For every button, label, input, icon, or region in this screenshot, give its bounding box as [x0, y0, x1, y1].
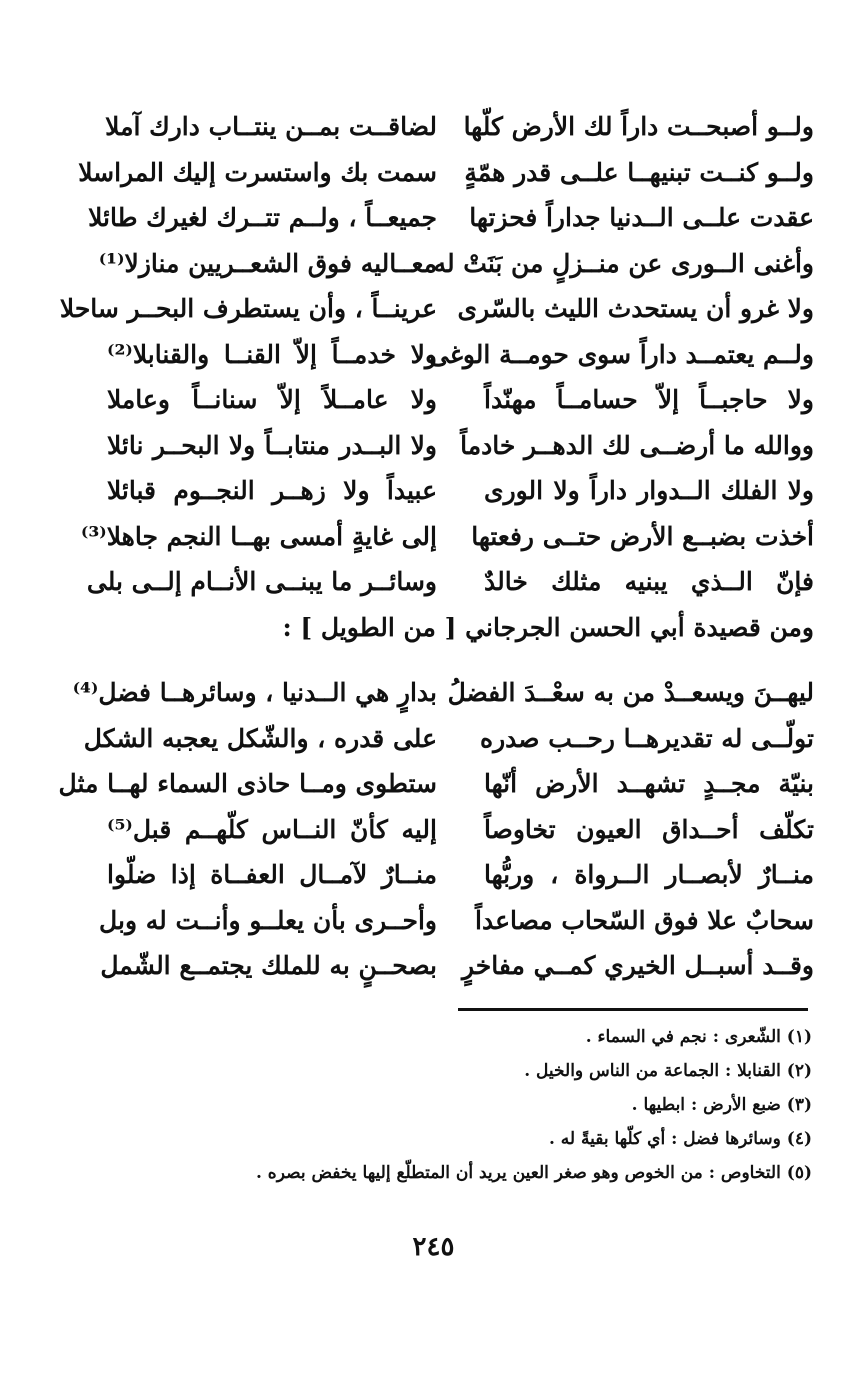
page-number: ٢٤٥: [412, 1232, 455, 1262]
verse-hemistich: عرينــاً ، وأن يستطرف البحــر ساحلا: [59, 294, 437, 323]
verse-hemistich: ليهــنَ ويسعــدْ من به سعْــدَ الفضلُ: [447, 678, 814, 707]
poem2-left-column: [58, 670, 437, 989]
verse-hemistich: إليه كأنّ النــاس كلّهــم قبل⁽⁵⁾: [107, 814, 437, 844]
verse-hemistich: عقدت علــى الــدنيا جداراً فحزتها: [469, 203, 814, 232]
verse-hemistich: تكلّف أحــداق العيون تخاوصاً: [484, 814, 814, 844]
section-intro: ومن قصيدة أبي الحسن الجرجاني [ من الطويل ] :: [282, 613, 814, 642]
footnote: (٥) التخاوص : من الخوص وهو صغر العين يريد أن المتطلّع إليها يخفض بصره .: [255, 1163, 812, 1183]
verse-hemistich: جميعــاً ، ولــم تتــرك لغيرك طائلا: [88, 203, 437, 232]
verse-hemistich: ولا غرو أن يستحدث الليث بالسّرى: [457, 294, 814, 323]
verse-hemistich: ولا الفلك الــدوار داراً ولا الورى: [484, 476, 814, 505]
verse-hemistich: لضاقــت بمــن ينتــاب دارك آملا: [105, 112, 437, 141]
footnotes: [52, 1020, 812, 1190]
verse-hemistich: سحابٌ علا فوق السّحاب مصاعداً: [475, 905, 814, 935]
poem2-right-column: [447, 670, 814, 989]
verse-hemistich: ولــم يعتمــد داراً سوى حومــة الوغى: [428, 339, 814, 369]
verse-hemistich: ولا عامــلاً إلاّ سنانــاً وعاملا: [107, 385, 437, 414]
verse-hemistich: بنيّة مجــدٍ تشهــد الأرض أنّها: [484, 769, 814, 798]
footnote-separator: [458, 1008, 808, 1011]
verse-hemistich: معــاليه فوق الشعــريين منازلا⁽¹⁾: [98, 248, 437, 278]
verse-hemistich: سمت بك واستسرت إليك المراسلا: [78, 157, 437, 187]
footnote: (١) الشّعرى : نجم في السماء .: [585, 1027, 812, 1047]
poem1-left-column: [59, 104, 437, 605]
verse-hemistich: إلى غايةٍ أمسى بهــا النجم جاهلا⁽³⁾: [80, 521, 437, 551]
verse-hemistich: منــارٌ لآمــال العفــاة إذا ضلّوا: [107, 860, 437, 889]
verse-hemistich: على قدره ، والشّكل يعجبه الشكل: [83, 723, 437, 753]
verse-hemistich: وأحــرى بأن يعلــو وأنــت له وبل: [99, 905, 437, 935]
verse-hemistich: تولّــى له تقديرهــا رحــب صدره: [480, 723, 814, 753]
verse-hemistich: ولــو كنــت تبنيهــا علــى قدر همّةٍ: [464, 157, 814, 187]
verse-hemistich: فإنّ الــذي يبنيه مثلك خالدٌ: [484, 567, 814, 596]
verse-hemistich: ولــو أصبحــت داراً لك الأرض كلّها: [463, 112, 814, 141]
footnote: (٢) القنابلا : الجماعة من الناس والخيل .: [524, 1061, 812, 1081]
poem1-right-column: [428, 104, 814, 605]
verse-hemistich: ووالله ما أرضــى لك الدهــر خادماً: [460, 430, 814, 460]
footnote: (٣) ضبع الأرض : ابطيها .: [631, 1095, 812, 1115]
verse-hemistich: أخذت بضبــع الأرض حتــى رفعتها: [471, 521, 814, 551]
verse-hemistich: وأغنى الــورى عن منــزلٍ من بَنَتْ له: [433, 248, 814, 278]
verse-hemistich: وسائــر ما يبنــى الأنــام إلــى بلى: [86, 567, 437, 596]
verse-hemistich: وقــد أسبــل الخيري كمــي مفاخرٍ: [462, 951, 814, 980]
verse-hemistich: ستطوى ومــا حاذى السماء لهــا مثل: [58, 769, 437, 798]
verse-hemistich: بدارٍ هي الــدنيا ، وسائرهــا فضل⁽⁴⁾: [72, 678, 437, 707]
footnote: (٤) وسائرها فضل : أي كلّها بقيةً له .: [548, 1129, 812, 1149]
verse-hemistich: ولا حاجبــاً إلاّ حسامــاً مهنّداً: [484, 385, 814, 414]
verse-hemistich: عبيداً ولا زهــر النجــوم قبائلا: [107, 476, 437, 505]
verse-hemistich: بصحــنٍ به للملك يجتمــع الشّمل: [100, 951, 437, 980]
verse-hemistich: ولا البــدر منتابــاً ولا البحــر نائلا: [107, 430, 437, 460]
verse-hemistich: ولا خدمــاً إلاّ القنــا والقنابلا⁽²⁾: [107, 339, 437, 369]
verse-hemistich: منــارٌ لأبصــار الــرواة ، وربُّها: [484, 860, 814, 889]
